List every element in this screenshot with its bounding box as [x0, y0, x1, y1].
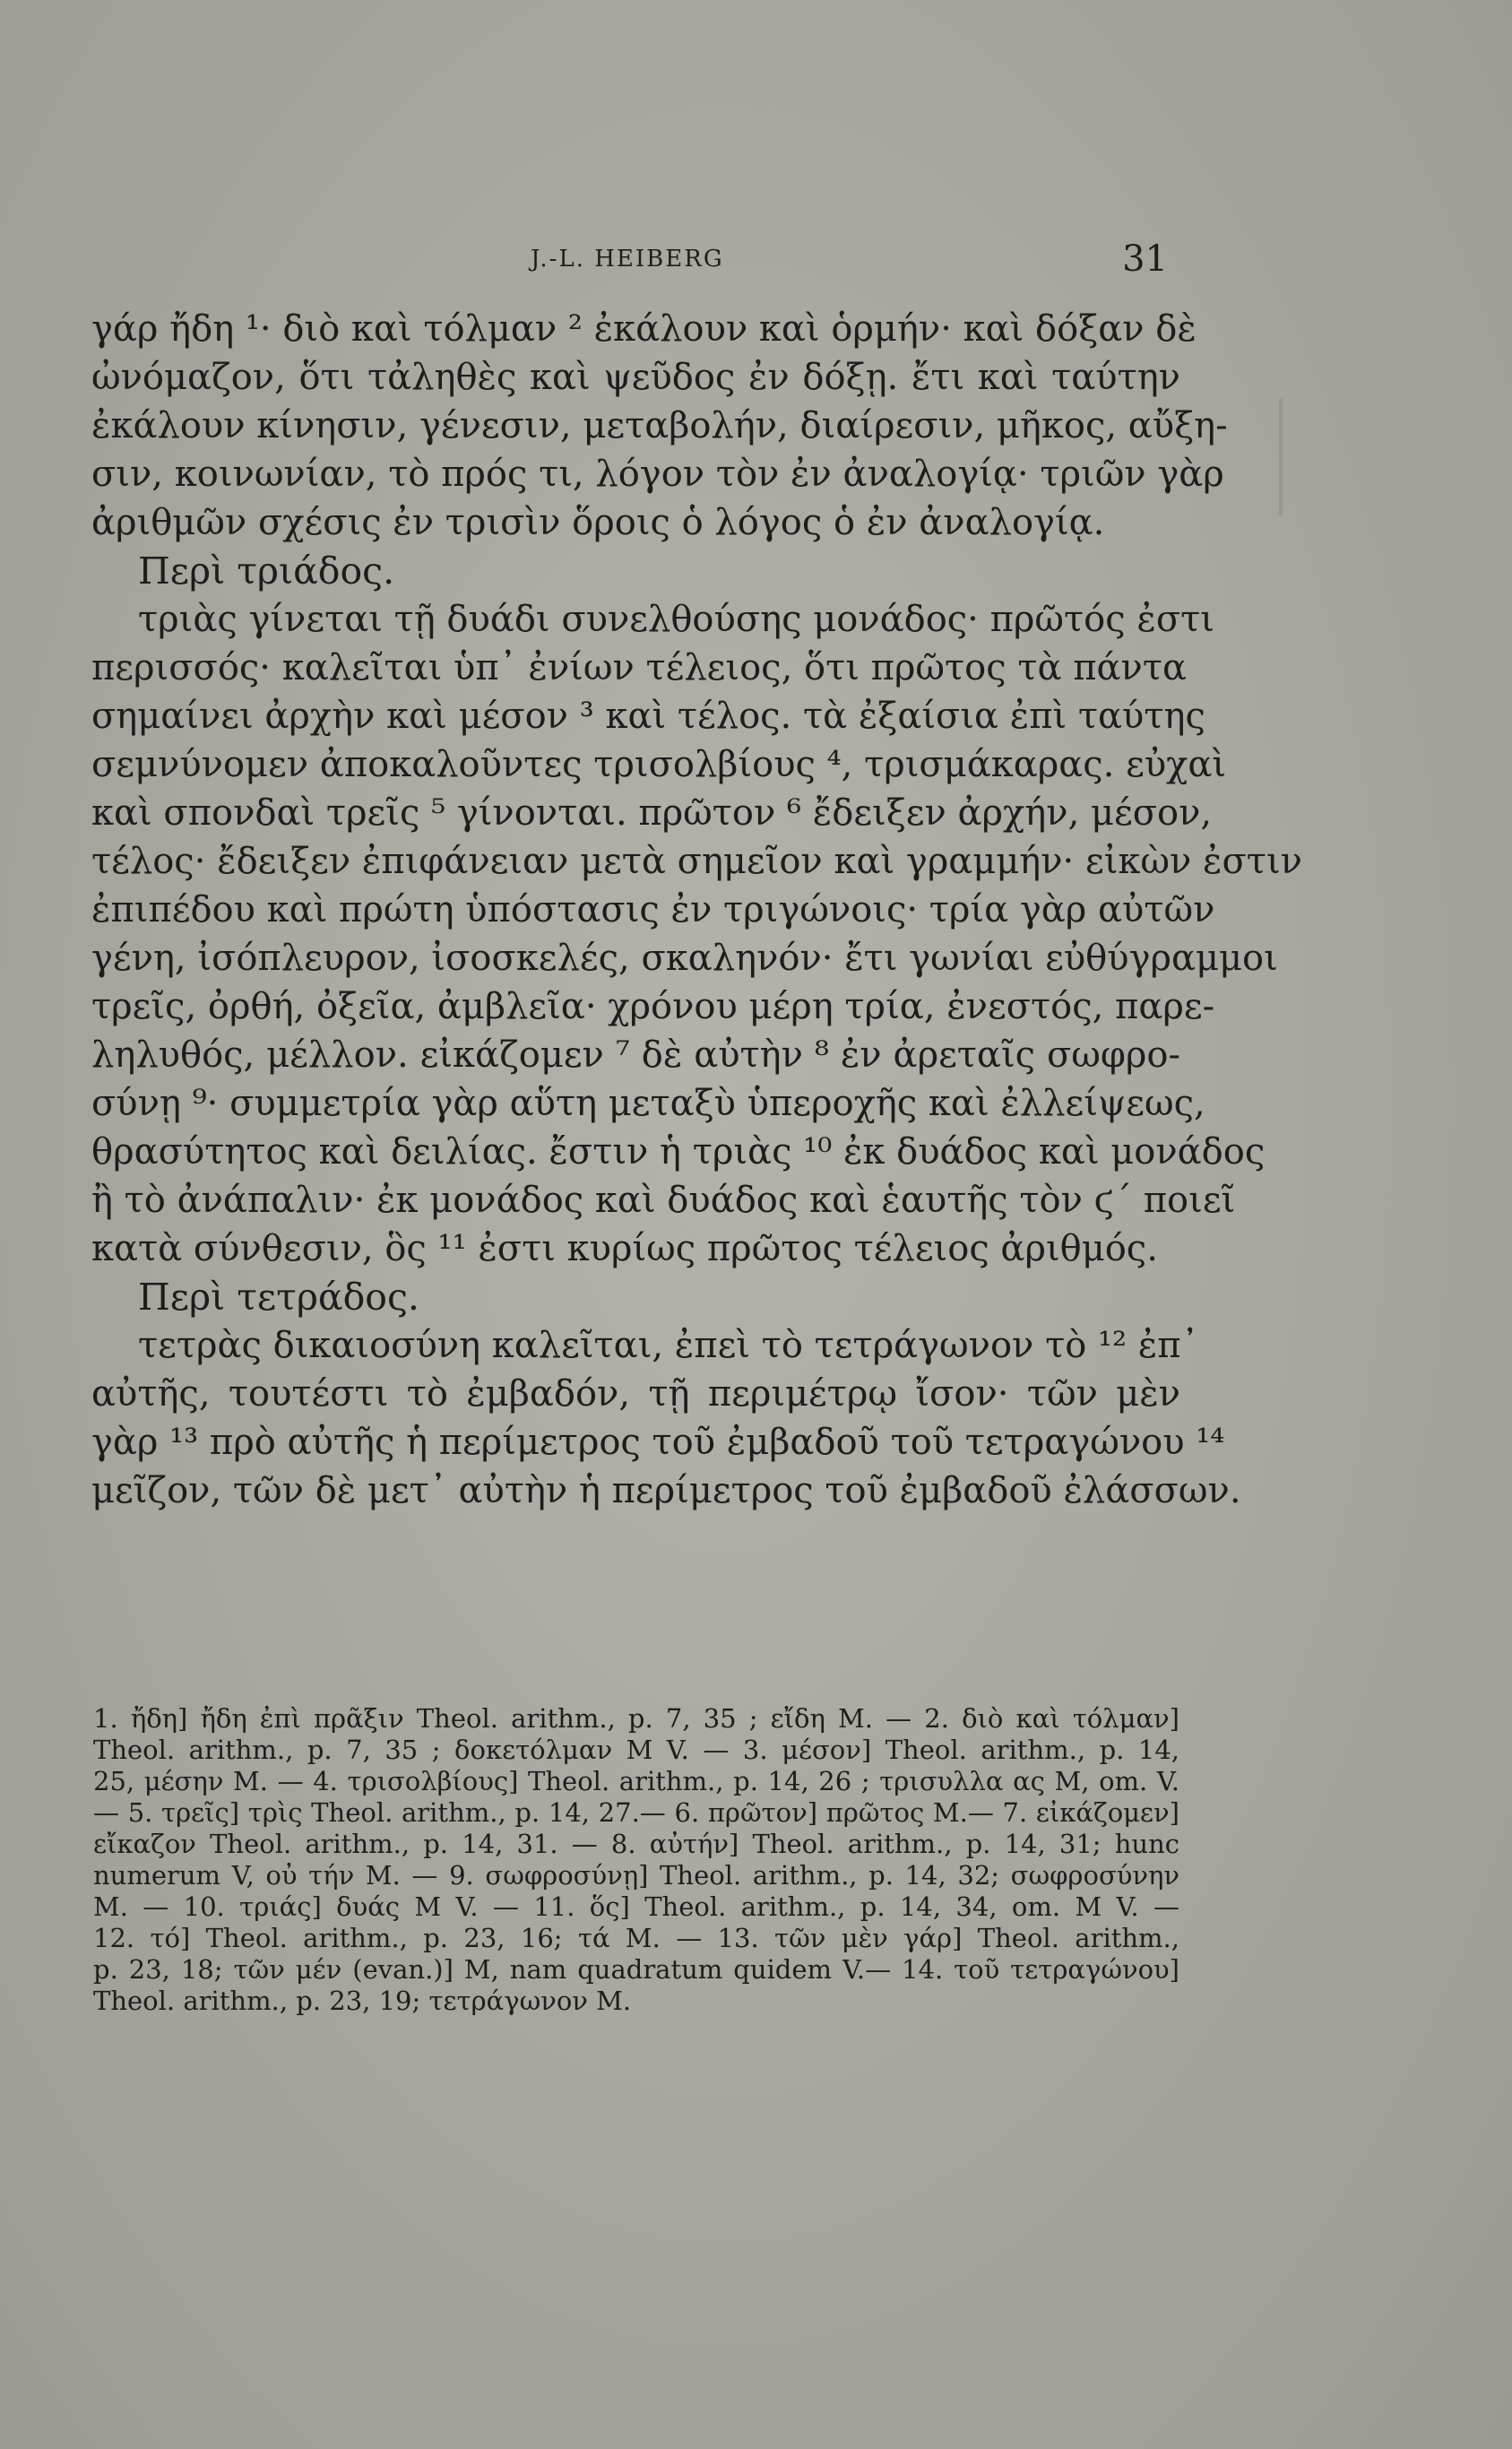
running-head [90, 238, 1168, 280]
text-line: τρεῖς, ὀρθή, ὀξεῖα, ἀμβλεῖα· χρόνου μέρη τρία, ἐνεστός, παρε- [91, 986, 1215, 1027]
text-line: σημαίνει ἀρχὴν καὶ μέσον ³ καὶ τέλος. τὰ ἐξαίσια ἐπὶ ταύτης [91, 696, 1205, 737]
text-line: κατὰ σύνθεσιν, ὃς ¹¹ ἐστι κυρίως πρῶτος τέλειος ἀριθμός. [91, 1228, 1158, 1269]
footnote-line: 1. ἤδη] ἤδη ἐπὶ πρᾶξιν Theol. arithm., p. 7, 35 ; εἴδη M. — 2. διὸ καὶ τόλμαν] [93, 1703, 1179, 1734]
page-number: 31 [1122, 238, 1168, 280]
text-line: ἀριθμῶν σχέσις ἐν τρισὶν ὅροις ὁ λόγος ὁ ἐν ἀναλογίᾳ. [91, 502, 1105, 543]
main-text-block [91, 305, 1302, 1515]
footnote-line: — 5. τρεῖς] τρὶς Theol. arithm., p. 14, 27.— 6. πρῶτον] πρῶτος M.— 7. εἰκάζομεν] [93, 1797, 1179, 1828]
text-line: καὶ σπονδαὶ τρεῖς ⁵ γίνονται. πρῶτον ⁶ ἔδειξεν ἀρχήν, μέσον, [91, 792, 1213, 834]
text-line: ἐκάλουν κίνησιν, γένεσιν, μεταβολήν, διαίρεσιν, μῆκος, αὔξη- [91, 405, 1228, 446]
text-line: ληλυθός, μέλλον. εἰκάζομεν ⁷ δὲ αὐτὴν ⁸ ἐν ἀρεταῖς σωφρο- [91, 1034, 1180, 1076]
text-line: ἢ τὸ ἀνάπαλιν· ἐκ μονάδος καὶ δυάδος καὶ ἑαυτῆς τὸν ϛ΄ ποιεῖ [91, 1180, 1236, 1221]
text-line: τριὰς γίνεται τῇ δυάδι συνελθούσης μονάδος· πρῶτός ἐστι [138, 599, 1214, 640]
text-line: περισσός· καλεῖται ὑπ᾿ ἐνίων τέλειος, ὅτι πρῶτος τὰ πάντα [91, 647, 1187, 688]
footnote-line: numerum V, οὐ τήν M. — 9. σωφροσύνῃ] Theol. arithm., p. 14, 32; σωφροσύνην [93, 1860, 1179, 1891]
footnote-line: 12. τό] Theol. arithm., p. 23, 16; τά M. — 13. τῶν μὲν γάρ] Theol. arithm., [93, 1923, 1179, 1953]
footnote-line: p. 23, 18; τῶν μέν (evan.)] M, nam quadratum quidem V.— 14. τοῦ τετραγώνου] [93, 1954, 1179, 1985]
text-line: μεῖζον, τῶν δὲ μετ᾿ αὐτὴν ἡ περίμετρος τοῦ ἐμβαδοῦ ἐλάσσων. [91, 1470, 1241, 1511]
text-line: αὐτῆς, τουτέστι τὸ ἐμβαδόν, τῇ περιμέτρῳ ἴσον· τῶν μὲν [91, 1373, 1180, 1415]
text-line: ὠνόμαζον, ὅτι τἀληθὲς καὶ ψεῦδος ἐν δόξῃ. ἔτι καὶ ταύτην [91, 357, 1180, 398]
footnote-line: 25, μέσην M. — 4. τρισολβίους] Theol. arithm., p. 14, 26 ; τρισυλλα ας M, om. V. [93, 1766, 1179, 1796]
section-heading: Περὶ τετράδος. [138, 1276, 419, 1319]
text-line: τετρὰς δικαιοσύνη καλεῖται, ἐπεὶ τὸ τετράγωνον τὸ ¹² ἐπ᾿ [138, 1325, 1199, 1366]
text-line: σεμνύνομεν ἀποκαλοῦντες τρισολβίους ⁴, τρισμάκαρας. εὐχαὶ [91, 744, 1227, 785]
text-line: γὰρ ¹³ πρὸ αὐτῆς ἡ περίμετρος τοῦ ἐμβαδοῦ τοῦ τετραγώνου ¹⁴ [91, 1422, 1225, 1463]
footnote-line: Theol. arithm., p. 7, 35 ; δοκετόλμαν M V. — 3. μέσον] Theol. arithm., p. 14, [93, 1735, 1179, 1765]
text-line: θρασύτητος καὶ δειλίας. ἔστιν ἡ τριὰς ¹⁰ ἐκ δυάδος καὶ μονάδος [91, 1131, 1266, 1173]
margin-mark [1279, 399, 1283, 515]
text-line: σύνῃ ⁹· συμμετρία γὰρ αὕτη μεταξὺ ὑπεροχῆς καὶ ἐλλείψεως, [91, 1083, 1205, 1124]
text-line: τέλος· ἔδειξεν ἐπιφάνειαν μετὰ σημεῖον καὶ γραμμήν· εἰκὼν ἐστιν [91, 841, 1302, 882]
section-heading: Περὶ τριάδος. [138, 550, 395, 593]
text-line: ἐπιπέδου καὶ πρώτη ὑπόστασις ἐν τριγώνοις· τρία γὰρ αὐτῶν [91, 889, 1215, 930]
text-line: γένη, ἰσόπλευρον, ἰσοσκελές, σκαληνόν· ἔτι γωνίαι εὐθύγραμμοι [91, 938, 1278, 979]
footnote-line: εἴκαζον Theol. arithm., p. 14, 31. — 8. αὐτήν] Theol. arithm., p. 14, 31; hunc [93, 1829, 1179, 1859]
text-line: σιν, κοινωνίαν, τὸ πρός τι, λόγον τὸν ἐν ἀναλογίᾳ· τριῶν γὰρ [91, 454, 1224, 495]
footnotes-block [93, 1703, 1179, 2017]
author-header: J.-L. HEIBERG [531, 246, 724, 273]
footnote-line: M. — 10. τριάς] δυάς M V. — 11. ὅς] Theol. arithm., p. 14, 34, om. M V. — [93, 1891, 1179, 1922]
text-line: γάρ ἤδη ¹· διὸ καὶ τόλμαν ² ἐκάλουν καὶ ὁρμήν· καὶ δόξαν δὲ [91, 308, 1197, 350]
footnote-line: Theol. arithm., p. 23, 19; τετράγωνον M. [93, 1986, 632, 2016]
